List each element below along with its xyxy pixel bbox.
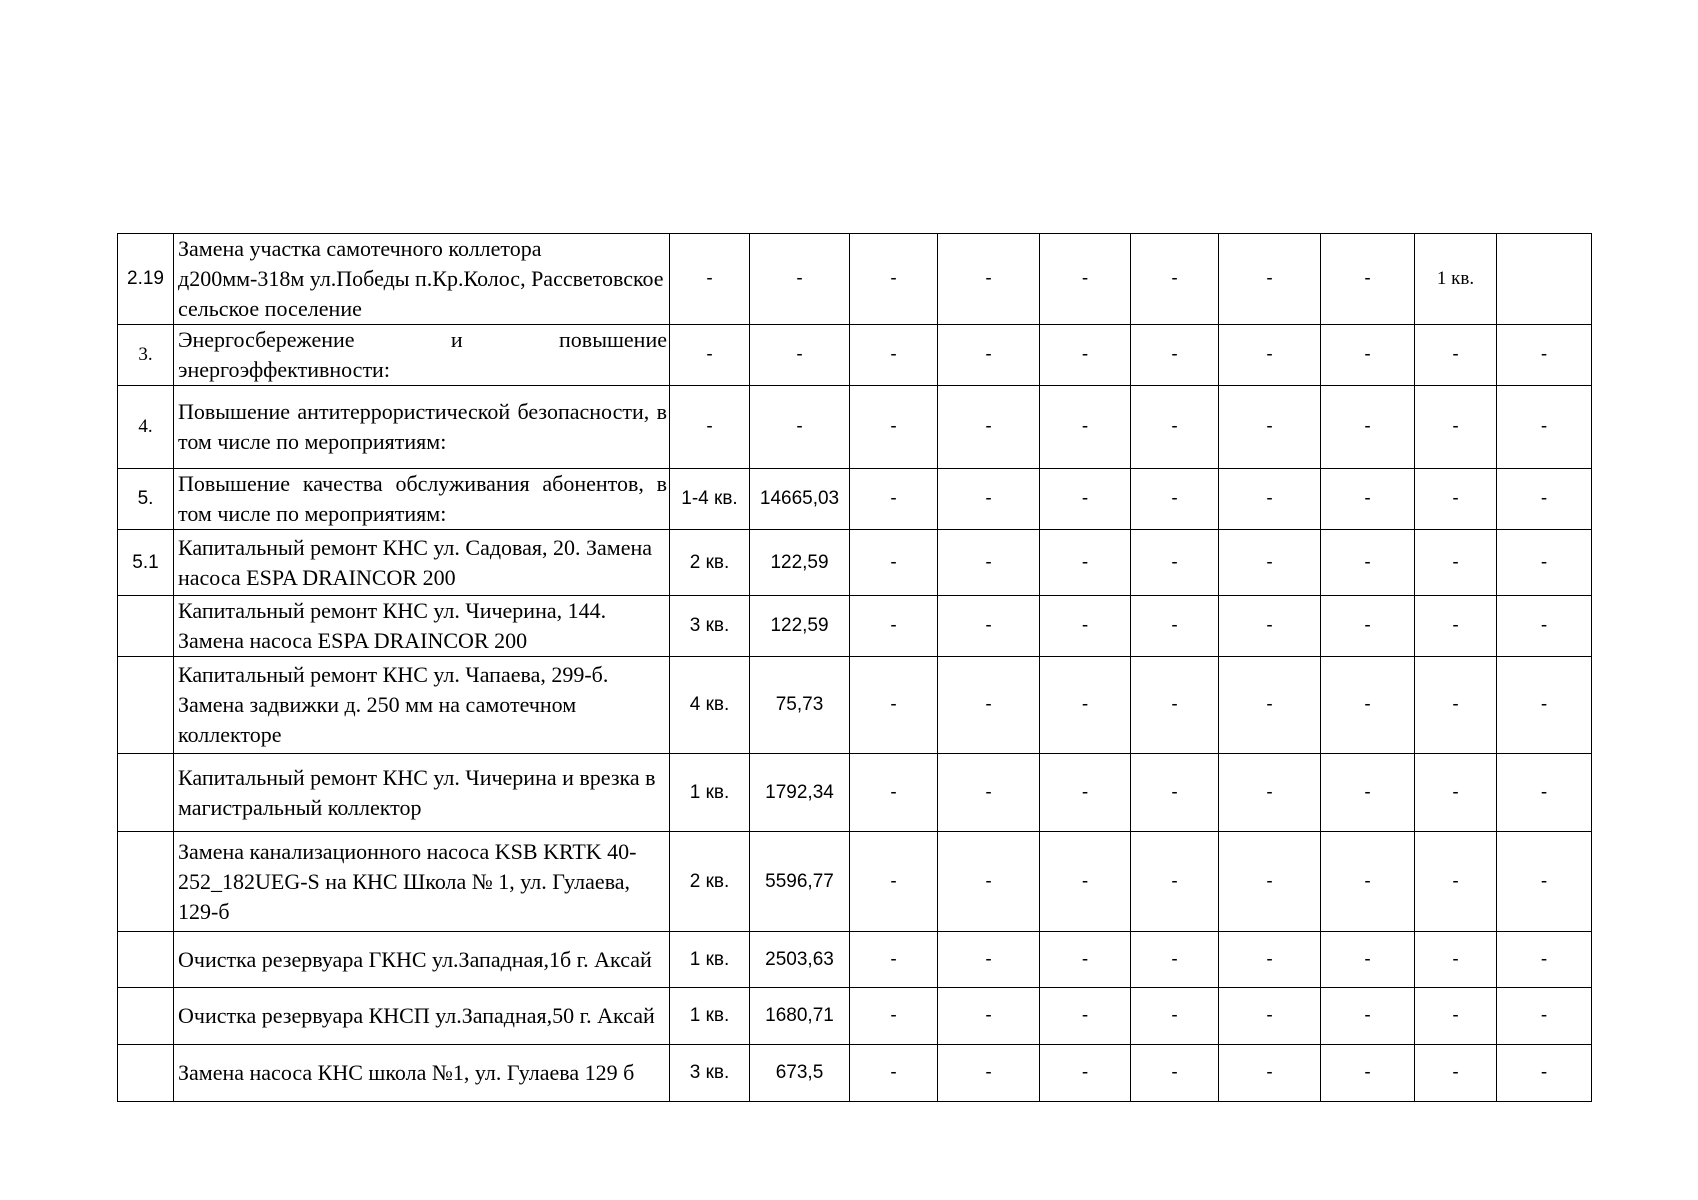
row-cell: - <box>1040 932 1131 988</box>
row-number: 3. <box>118 325 174 386</box>
table-row <box>118 832 1592 932</box>
row-cell: - <box>938 988 1040 1045</box>
row-number <box>118 932 174 988</box>
row-cell: - <box>1497 1045 1592 1102</box>
row-cell: - <box>1415 386 1497 469</box>
row-cell: - <box>1040 596 1131 657</box>
row-number <box>118 596 174 657</box>
row-cell: - <box>1040 832 1131 932</box>
row-cell: - <box>1321 1045 1415 1102</box>
row-cell: - <box>1321 657 1415 754</box>
row-cell: - <box>1321 596 1415 657</box>
row-cell: - <box>938 832 1040 932</box>
row-cell: - <box>1219 754 1321 832</box>
row-number <box>118 754 174 832</box>
row-cell: - <box>1497 657 1592 754</box>
row-number <box>118 657 174 754</box>
row-cell: - <box>938 657 1040 754</box>
row-cell: - <box>1219 832 1321 932</box>
row-cell: - <box>1321 932 1415 988</box>
row-cell: - <box>1497 386 1592 469</box>
row-period: - <box>670 386 750 469</box>
row-cell: - <box>1131 596 1219 657</box>
row-cell: - <box>1497 596 1592 657</box>
row-number: 5.1 <box>118 530 174 596</box>
row-cell: - <box>1321 234 1415 325</box>
table-row <box>118 754 1592 832</box>
row-cell: - <box>1497 530 1592 596</box>
row-cell: - <box>1219 1045 1321 1102</box>
table-row <box>118 988 1592 1045</box>
table-row <box>118 596 1592 657</box>
row-period: - <box>670 325 750 386</box>
row-cell: - <box>1131 1045 1219 1102</box>
row-cell: - <box>850 234 938 325</box>
row-period: 1 кв. <box>670 988 750 1045</box>
row-cell: - <box>1131 754 1219 832</box>
row-cell: - <box>938 469 1040 530</box>
row-description: Повышение антитеррористической безопасности, в том числе по мероприятиям: <box>174 386 670 469</box>
row-cell: - <box>938 932 1040 988</box>
table-row <box>118 469 1592 530</box>
row-cell: - <box>1219 234 1321 325</box>
row-period: 1 кв. <box>670 932 750 988</box>
row-cell: - <box>938 530 1040 596</box>
row-cell: - <box>1131 325 1219 386</box>
row-cell: - <box>1219 469 1321 530</box>
row-cell: - <box>850 469 938 530</box>
row-cell: - <box>1040 657 1131 754</box>
row-cell: - <box>1415 657 1497 754</box>
row-cell: - <box>1219 325 1321 386</box>
row-amount: 1680,71 <box>750 988 850 1045</box>
row-cell: - <box>1497 754 1592 832</box>
row-description: Капитальный ремонт КНС ул. Садовая, 20. Замена насоса ESPA DRAINCOR 200 <box>174 530 670 596</box>
row-cell: - <box>1131 234 1219 325</box>
row-cell: - <box>1415 1045 1497 1102</box>
row-number: 4. <box>118 386 174 469</box>
row-amount: - <box>750 325 850 386</box>
row-cell: - <box>1497 832 1592 932</box>
row-cell: - <box>1040 234 1131 325</box>
row-cell: - <box>938 754 1040 832</box>
row-number: 5. <box>118 469 174 530</box>
row-cell: - <box>850 386 938 469</box>
row-cell: - <box>1040 469 1131 530</box>
row-amount: 122,59 <box>750 596 850 657</box>
row-cell: - <box>1040 386 1131 469</box>
row-amount: 75,73 <box>750 657 850 754</box>
row-cell: - <box>938 325 1040 386</box>
row-cell: - <box>850 325 938 386</box>
row-cell: - <box>1321 754 1415 832</box>
row-cell: - <box>1321 832 1415 932</box>
row-cell: - <box>938 386 1040 469</box>
row-cell: - <box>1415 932 1497 988</box>
row-cell: - <box>1131 657 1219 754</box>
row-description: Повышение качества обслуживания абонентов, в том числе по мероприятиям: <box>174 469 670 530</box>
row-cell: - <box>1321 325 1415 386</box>
row-cell <box>1497 234 1592 325</box>
table-row <box>118 1045 1592 1102</box>
row-cell: - <box>1040 754 1131 832</box>
table-row <box>118 932 1592 988</box>
row-cell: - <box>1321 386 1415 469</box>
row-period: 1 кв. <box>670 754 750 832</box>
row-cell: - <box>1040 1045 1131 1102</box>
row-cell: - <box>1040 325 1131 386</box>
row-period: 1-4 кв. <box>670 469 750 530</box>
row-cell: - <box>938 596 1040 657</box>
row-number: 2.19 <box>118 234 174 325</box>
row-period: 2 кв. <box>670 832 750 932</box>
row-cell: - <box>1415 469 1497 530</box>
row-cell: - <box>1219 596 1321 657</box>
row-cell: - <box>1497 469 1592 530</box>
row-period: - <box>670 234 750 325</box>
row-cell: - <box>1415 325 1497 386</box>
row-cell: - <box>1040 988 1131 1045</box>
row-cell: - <box>1219 530 1321 596</box>
row-description: Капитальный ремонт КНС ул. Чапаева, 299-б. Замена задвижки д. 250 мм на самотечном коллекторе <box>174 657 670 754</box>
row-cell: - <box>850 832 938 932</box>
row-cell: - <box>1415 988 1497 1045</box>
row-amount: 2503,63 <box>750 932 850 988</box>
row-amount: - <box>750 234 850 325</box>
row-cell: - <box>1497 325 1592 386</box>
row-period: 3 кв. <box>670 1045 750 1102</box>
row-cell: 1 кв. <box>1415 234 1497 325</box>
row-cell: - <box>1131 832 1219 932</box>
row-cell: - <box>1415 754 1497 832</box>
row-number <box>118 832 174 932</box>
row-cell: - <box>850 596 938 657</box>
row-description: Замена насоса КНС школа №1, ул. Гулаева 129 б <box>174 1045 670 1102</box>
row-period: 4 кв. <box>670 657 750 754</box>
row-cell: - <box>1497 932 1592 988</box>
row-cell: - <box>850 932 938 988</box>
row-cell: - <box>1040 530 1131 596</box>
row-amount: - <box>750 386 850 469</box>
row-cell: - <box>1321 469 1415 530</box>
table-row <box>118 325 1592 386</box>
row-description: Энергосбережение и повышение энергоэффективности: <box>174 325 670 386</box>
row-cell: - <box>1415 530 1497 596</box>
measures-table <box>117 233 1592 1102</box>
row-number <box>118 1045 174 1102</box>
row-cell: - <box>1131 386 1219 469</box>
row-cell: - <box>850 754 938 832</box>
row-cell: - <box>850 1045 938 1102</box>
row-description: Замена канализационного насоса KSB KRTK 40-252_182UEG-S на КНС Школа № 1, ул. Гулаева, 129-б <box>174 832 670 932</box>
table-row <box>118 386 1592 469</box>
row-cell: - <box>938 234 1040 325</box>
row-cell: - <box>1321 530 1415 596</box>
row-cell: - <box>1415 596 1497 657</box>
row-cell: - <box>1131 988 1219 1045</box>
row-amount: 14665,03 <box>750 469 850 530</box>
row-amount: 122,59 <box>750 530 850 596</box>
row-description: Очистка резервуара КНСП ул.Западная,50 г. Аксай <box>174 988 670 1045</box>
row-cell: - <box>938 1045 1040 1102</box>
row-cell: - <box>850 988 938 1045</box>
row-cell: - <box>1131 469 1219 530</box>
row-description: Капитальный ремонт КНС ул. Чичерина, 144. Замена насоса ESPA DRAINCOR 200 <box>174 596 670 657</box>
row-cell: - <box>1497 988 1592 1045</box>
row-description: Замена участка самотечного коллетора д200мм-318м ул.Победы п.Кр.Колос, Рассветовское сельское поселение <box>174 234 670 325</box>
row-period: 2 кв. <box>670 530 750 596</box>
row-cell: - <box>1415 832 1497 932</box>
row-cell: - <box>1219 988 1321 1045</box>
table-row <box>118 657 1592 754</box>
row-cell: - <box>1321 988 1415 1045</box>
row-period: 3 кв. <box>670 596 750 657</box>
table-row <box>118 234 1592 325</box>
row-cell: - <box>850 530 938 596</box>
row-amount: 1792,34 <box>750 754 850 832</box>
row-amount: 5596,77 <box>750 832 850 932</box>
row-cell: - <box>1131 530 1219 596</box>
row-cell: - <box>850 657 938 754</box>
row-description: Очистка резервуара ГКНС ул.Западная,1б г. Аксай <box>174 932 670 988</box>
row-number <box>118 988 174 1045</box>
row-cell: - <box>1219 386 1321 469</box>
row-amount: 673,5 <box>750 1045 850 1102</box>
row-cell: - <box>1219 932 1321 988</box>
row-cell: - <box>1131 932 1219 988</box>
table-row <box>118 530 1592 596</box>
row-cell: - <box>1219 657 1321 754</box>
row-description: Капитальный ремонт КНС ул. Чичерина и врезка в магистральный коллектор <box>174 754 670 832</box>
